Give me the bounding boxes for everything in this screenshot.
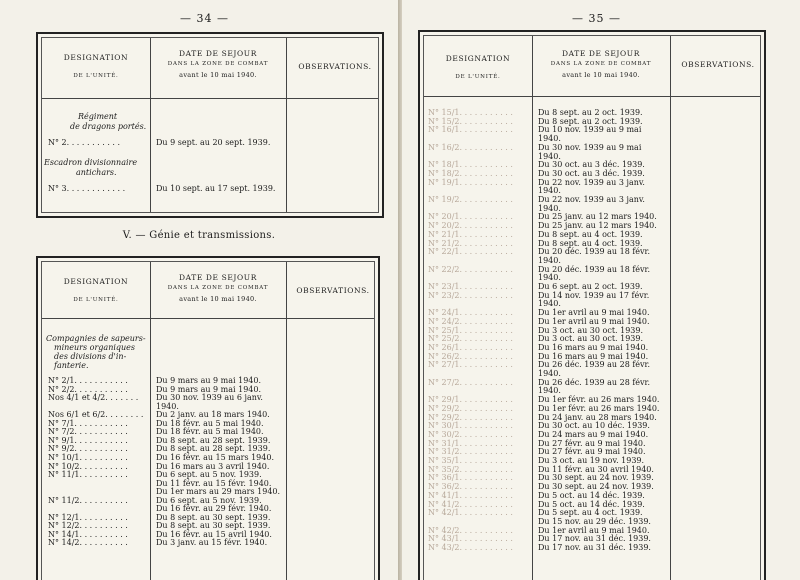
unit-label: N° 2. . . . . . . . . . . — [48, 138, 121, 147]
sojourn-date: Du 8 sept. au 4 oct. 1939. — [538, 229, 643, 239]
col-designation-header — [42, 51, 150, 83]
sojourn-date: Du 25 janv. au 12 mars 1940. — [538, 221, 657, 231]
col-designation-header — [42, 275, 150, 307]
header-text: avant le 10 mai 1940. — [179, 295, 257, 303]
unit-label: N° 16/2. . . . . . . . . . . — [428, 142, 513, 152]
sojourn-date: Du 16 févr. au 29 févr. 1940. — [156, 504, 272, 514]
unit-label: N° 41/1. . . . . . . . . . . — [428, 490, 513, 500]
left-page — [0, 0, 398, 580]
sojourn-date: Du 25 janv. au 12 mars 1940. — [538, 212, 657, 222]
unit-label: N° 35/1. . . . . . . . . . . — [428, 456, 513, 465]
sojourn-date: Du 30 sept. au 24 nov. 1939. — [538, 473, 654, 483]
unit-label: N° 29/1. . . . . . . . . . . — [428, 395, 513, 405]
unit-label: N° 36/1. . . . . . . . . . . — [428, 473, 513, 483]
right-page — [402, 0, 800, 580]
unit-label: N° 18/2. . . . . . . . . . . — [428, 168, 513, 178]
unit-label: N° 29/2. . . . . . . . . . . — [428, 412, 513, 422]
unit-label: N° 31/1. . . . . . . . . . . — [428, 438, 513, 448]
sojourn-date: Du 30 oct. au 10 déc. 1939. — [538, 421, 650, 431]
sojourn-date: Du 14 nov. 1939 au 17 févr. — [538, 290, 650, 300]
unit-label: N° 22/1. . . . . . . . . . . — [428, 247, 513, 257]
unit-label: N° 18/1. . . . . . . . . . . — [428, 160, 513, 170]
sojourn-date: Du 9 mars au 9 mai 1940. — [156, 376, 262, 385]
unit-label: N° 25/1. . . . . . . . . . . — [428, 325, 513, 335]
unit-label: N° 30/2. . . . . . . . . . . — [428, 429, 513, 439]
sojourn-date: Du 1er mars au 29 mars 1940. — [156, 487, 281, 497]
unit-label: N° 7/2. . . . . . . . . . . — [48, 427, 128, 437]
sojourn-date: Du 27 févr. au 9 mai 1940. — [538, 447, 646, 457]
group-label: des divisions d'in- — [54, 352, 127, 361]
sojourn-date: Du 8 sept. au 4 oct. 1939. — [538, 238, 643, 248]
sojourn-date: Du 9 mars au 9 mai 1940. — [156, 384, 262, 394]
sojourn-date: Du 30 nov. 1939 au 6 janv. — [156, 393, 263, 403]
sojourn-date: Du 5 sept. au 4 oct. 1939. — [538, 508, 643, 518]
unit-label: N° 23/1. . . . . . . . . . . — [428, 282, 513, 291]
unit-label: N° 36/2. . . . . . . . . . . — [428, 482, 513, 492]
header-text: DESIGNATION — [445, 54, 511, 63]
unit-label: N° 9/2. . . . . . . . . . . — [48, 444, 128, 454]
sojourn-date: Du 17 nov. au 31 déc. 1939. — [538, 543, 651, 552]
unit-label: N° 14/2. . . . . . . . . . — [48, 538, 128, 548]
unit-label: N° 20/2. . . . . . . . . . . — [428, 221, 513, 231]
sojourn-date: Du 3 oct. au 19 nov. 1939. — [538, 456, 645, 465]
unit-label: N° 27/1. . . . . . . . . . . — [428, 360, 513, 370]
unit-label: N° 3. . . . . . . . . . . . — [48, 184, 126, 193]
sojourn-date: Du 17 nov. au 31 déc. 1939. — [538, 534, 651, 544]
top-table — [36, 32, 384, 218]
sojourn-date: Du 20 déc. 1939 au 18 févr. — [538, 264, 651, 274]
group-label: de dragons portés. — [70, 122, 147, 131]
sojourn-date: Du 8 sept. au 2 oct. 1939. — [538, 108, 643, 117]
group-label: Escadron divisionnaire — [44, 158, 138, 167]
unit-label: N° 43/2. . . . . . . . . . . — [428, 543, 513, 552]
col-date-header — [150, 272, 286, 305]
col-date-header — [150, 48, 286, 81]
sojourn-date: Du 27 févr. au 9 mai 1940. — [538, 438, 646, 448]
unit-label: N° 41/2. . . . . . . . . . . — [428, 499, 513, 509]
unit-label: N° 11/1. . . . . . . . . . — [48, 470, 128, 480]
unit-label: N° 29/2. . . . . . . . . . . — [428, 403, 513, 413]
header-text: DATE DE SEJOUR — [179, 49, 257, 58]
sojourn-date: Du 8 sept. au 28 sept. 1939. — [156, 435, 271, 445]
sojourn-date: Du 18 févr. au 5 mai 1940. — [156, 418, 264, 428]
unit-label: N° 15/1. . . . . . . . . . . — [428, 108, 513, 117]
unit-label: N° 24/2. . . . . . . . . . . — [428, 316, 513, 326]
sojourn-date: Du 30 sept. au 24 nov. 1939. — [538, 482, 654, 492]
sojourn-date: Du 16 mars au 3 avril 1940. — [156, 461, 270, 471]
unit-label: N° 14/1. . . . . . . . . . — [48, 529, 128, 539]
unit-label: N° 12/1. . . . . . . . . . — [48, 512, 128, 522]
sojourn-date: Du 5 oct. au 14 déc. 1939. — [538, 490, 645, 500]
sojourn-date: 1940. — [538, 255, 561, 265]
unit-label: Nos 6/1 et 6/2. . . . . . . . — [48, 410, 144, 420]
header-text: DE L'UNITÉ. — [73, 297, 119, 303]
unit-label: N° 16/1. . . . . . . . . . . — [428, 125, 513, 135]
unit-label: N° 31/2. . . . . . . . . . . — [428, 447, 513, 457]
sojourn-date: Du 26 déc. 1939 au 28 févr. — [538, 360, 651, 370]
sojourn-date: 1940. — [538, 134, 561, 144]
sojourn-date: Du 20 déc. 1939 au 18 févr. — [538, 247, 651, 257]
unit-label: N° 22/2. . . . . . . . . . . — [428, 264, 513, 274]
sojourn-date: Du 24 janv. au 28 mars 1940. — [538, 412, 657, 422]
unit-label: N° 7/1. . . . . . . . . . . — [48, 418, 128, 428]
header-text: DANS LA ZONE DE COMBAT — [167, 285, 269, 291]
page-number: — 34 — — [180, 12, 229, 25]
sojourn-date: 1940. — [156, 401, 179, 411]
sojourn-date: 1940. — [538, 203, 561, 213]
sojourn-date: 1940. — [538, 369, 561, 378]
sojourn-date: Du 1er avril au 9 mai 1940. — [538, 316, 650, 326]
sojourn-date: Du 11 févr. au 15 févr. 1940. — [156, 478, 272, 488]
unit-label: N° 2/1. . . . . . . . . . . — [48, 376, 128, 385]
col-designation-header — [424, 52, 532, 84]
sojourn-date: Du 10 sept. au 17 sept. 1939. — [156, 184, 276, 193]
sojourn-date: Du 6 sept. au 5 nov. 1939. — [156, 470, 262, 480]
sojourn-date: Du 3 janv. au 15 févr. 1940. — [156, 538, 268, 548]
sojourn-date: Du 2 janv. au 18 mars 1940. — [156, 410, 270, 420]
sojourn-date: Du 1er févr. au 26 mars 1940. — [538, 403, 660, 413]
sojourn-date: Du 30 nov. 1939 au 9 mai — [538, 142, 642, 152]
unit-label: N° 25/2. . . . . . . . . . . — [428, 334, 513, 344]
section-title: V. — Génie et transmissions. — [122, 230, 276, 241]
bottom-table — [36, 256, 380, 580]
group-label: Régiment — [78, 112, 118, 121]
unit-label: N° 10/1. . . . . . . . . . — [48, 452, 128, 462]
header-text: DATE DE SEJOUR — [179, 273, 257, 282]
col-observations-header: OBSERVATIONS. — [681, 60, 755, 69]
col-observations-header: OBSERVATIONS. — [298, 62, 372, 71]
sojourn-date: Du 22 nov. 1939 au 3 janv. — [538, 177, 645, 187]
col-date-header — [532, 48, 670, 81]
sojourn-date: Du 10 nov. 1939 au 9 mai — [538, 125, 642, 135]
unit-label: N° 19/2. . . . . . . . . . . — [428, 195, 513, 204]
sojourn-date: Du 1er févr. au 26 mars 1940. — [538, 395, 660, 405]
sojourn-date: Du 24 mars au 9 mai 1940. — [538, 429, 649, 439]
sojourn-date: 1940. — [538, 151, 561, 161]
group-label: antichars. — [76, 168, 117, 177]
sojourn-date: 1940. — [538, 273, 561, 283]
header-text: DE L'UNITÉ. — [73, 73, 119, 79]
unit-label: N° 27/2. . . . . . . . . . . — [428, 377, 513, 387]
right-table — [418, 30, 766, 580]
group-label: Compagnies de sapeurs- — [46, 334, 146, 343]
sojourn-date: Du 8 sept. au 30 sept. 1939. — [156, 512, 271, 522]
sojourn-date: 1940. — [538, 386, 561, 396]
header-text: DE L'UNITÉ. — [455, 74, 501, 80]
sojourn-date: Du 30 oct. au 3 déc. 1939. — [538, 168, 645, 178]
sojourn-date: Du 9 sept. au 20 sept. 1939. — [156, 138, 271, 147]
sojourn-date: 1940. — [538, 186, 561, 196]
unit-label: N° 10/2. . . . . . . . . . — [48, 461, 128, 471]
sojourn-date: Du 5 oct. au 14 déc. 1939. — [538, 499, 645, 509]
sojourn-date: 1940. — [538, 299, 561, 309]
header-text: avant le 10 mai 1940. — [179, 71, 257, 79]
header-text: DANS LA ZONE DE COMBAT — [167, 61, 269, 67]
sojourn-date: Du 26 déc. 1939 au 28 févr. — [538, 377, 651, 387]
header-text: avant le 10 mai 1940. — [562, 71, 640, 79]
unit-label: N° 26/2. . . . . . . . . . . — [428, 351, 513, 361]
sojourn-date: Du 3 oct. au 30 oct. 1939. — [538, 334, 644, 344]
sojourn-date: Du 16 mars au 9 mai 1940. — [538, 351, 649, 361]
sojourn-date: Du 1er avril au 9 mai 1940. — [538, 525, 650, 535]
sojourn-date: Du 22 nov. 1939 au 3 janv. — [538, 195, 645, 204]
unit-label: N° 35/2. . . . . . . . . . . — [428, 464, 513, 474]
unit-label: Nos 4/1 et 4/2. . . . . . . — [48, 393, 139, 403]
sojourn-date: Du 30 oct. au 3 déc. 1939. — [538, 160, 645, 170]
sojourn-date: Du 16 mars au 9 mai 1940. — [538, 342, 649, 352]
sojourn-date: Du 3 oct. au 30 oct. 1939. — [538, 325, 644, 335]
unit-label: N° 30/1. . . . . . . . . . . — [428, 421, 513, 431]
sojourn-date: Du 1er avril au 9 mai 1940. — [538, 308, 650, 318]
unit-label: N° 9/1. . . . . . . . . . . — [48, 435, 128, 445]
header-text: DESIGNATION — [63, 53, 129, 62]
unit-label: N° 21/2. . . . . . . . . . . — [428, 238, 513, 248]
sojourn-date: Du 8 sept. au 28 sept. 1939. — [156, 444, 271, 454]
sojourn-date: Du 8 sept. au 2 oct. 1939. — [538, 116, 643, 126]
unit-label: N° 2/2. . . . . . . . . . . — [48, 384, 128, 394]
unit-label: N° 12/2. . . . . . . . . . — [48, 521, 128, 531]
sojourn-date: Du 15 nov. au 29 déc. 1939. — [538, 516, 651, 526]
group-label: mineurs organiques — [54, 343, 136, 352]
sojourn-date: Du 16 févr. au 15 mars 1940. — [156, 452, 274, 462]
sojourn-date: Du 6 sept. au 2 oct. 1939. — [538, 282, 643, 291]
sojourn-date: Du 11 févr. au 30 avril 1940. — [538, 464, 654, 474]
unit-label: N° 20/1. . . . . . . . . . . — [428, 212, 513, 222]
unit-label: N° 24/1. . . . . . . . . . . — [428, 308, 513, 318]
col-observations-header: OBSERVATIONS. — [296, 286, 370, 295]
group-label: fanterie. — [54, 361, 89, 370]
sojourn-date: Du 18 févr. au 5 mai 1940. — [156, 427, 264, 437]
unit-label: N° 43/1. . . . . . . . . . . — [428, 534, 513, 544]
header-text: DATE DE SEJOUR — [562, 49, 640, 58]
unit-label: N° 42/1. . . . . . . . . . . — [428, 508, 513, 518]
sojourn-date: Du 16 févr. au 15 avril 1940. — [156, 529, 272, 539]
unit-label: N° 23/2. . . . . . . . . . . — [428, 290, 513, 300]
unit-label: N° 11/2. . . . . . . . . . — [48, 495, 128, 505]
unit-label: N° 19/1. . . . . . . . . . . — [428, 177, 513, 187]
sojourn-date: Du 8 sept. au 30 sept. 1939. — [156, 521, 271, 531]
unit-label: N° 42/2. . . . . . . . . . . — [428, 525, 513, 535]
page-number: — 35 — — [572, 12, 621, 25]
unit-label: N° 26/1. . . . . . . . . . . — [428, 342, 513, 352]
sojourn-date: Du 6 sept. au 5 nov. 1939. — [156, 495, 262, 505]
header-text: DESIGNATION — [63, 277, 129, 286]
header-text: DANS LA ZONE DE COMBAT — [550, 61, 652, 67]
unit-label: N° 21/1. . . . . . . . . . . — [428, 229, 513, 239]
unit-label: N° 15/2. . . . . . . . . . . — [428, 116, 513, 126]
